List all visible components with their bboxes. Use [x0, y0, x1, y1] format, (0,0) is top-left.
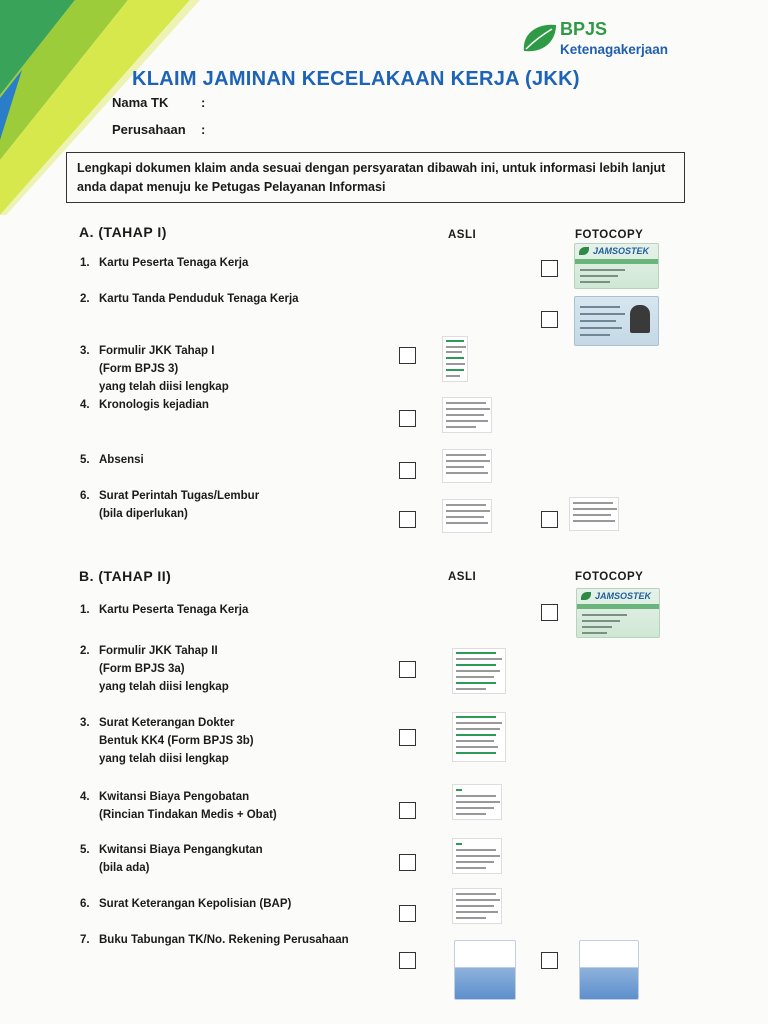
fotocopy-header-a: FOTOCOPY	[575, 229, 644, 241]
b3-asli-checkbox[interactable]	[399, 729, 416, 746]
notice-box: Lengkapi dokumen klaim anda sesuai dengan persyaratan dibawah ini, untuk informasi lebih lanjut anda dapat menuju ke Petugas Pelayanan Informasi	[66, 152, 685, 203]
section-a-title: A. (TAHAP I)	[79, 224, 167, 240]
a4-asli-checkbox[interactable]	[399, 410, 416, 427]
bpjs-logo	[520, 18, 710, 63]
buku-tabungan-asli-thumbnail	[454, 940, 516, 1000]
logo-sub: Ketenagakerjaan	[560, 42, 669, 57]
logo-brand: BPJS	[560, 19, 608, 39]
a2-fotocopy-checkbox[interactable]	[541, 311, 558, 328]
list-item: 3. Formulir JKK Tahap I (Form BPJS 3) yang telah diisi lengkap	[80, 345, 229, 393]
a6-asli-checkbox[interactable]	[399, 511, 416, 528]
asli-header-b: ASLI	[448, 571, 477, 583]
list-item: 4. Kronologis kejadian	[80, 399, 209, 411]
asli-header-a: ASLI	[448, 229, 477, 241]
b1-fotocopy-checkbox[interactable]	[541, 604, 558, 621]
b5-asli-checkbox[interactable]	[399, 854, 416, 871]
list-item: 7. Buku Tabungan TK/No. Rekening Perusahaan	[80, 934, 349, 946]
form-jkk-ii-thumbnail	[452, 648, 506, 694]
kartu-peserta-b-thumbnail: JAMSOSTEK	[576, 588, 660, 638]
ktp-thumbnail	[574, 296, 659, 346]
form-jkk-thumbnail	[442, 336, 468, 382]
absensi-thumbnail	[442, 449, 492, 483]
surat-kepolisian-thumbnail	[452, 888, 502, 924]
a5-asli-checkbox[interactable]	[399, 462, 416, 479]
perusahaan-label: Perusahaan	[112, 122, 186, 137]
a6-fotocopy-checkbox[interactable]	[541, 511, 558, 528]
a3-asli-checkbox[interactable]	[399, 347, 416, 364]
nama-tk-label: Nama TK	[112, 95, 169, 110]
fotocopy-header-b: FOTOCOPY	[575, 571, 644, 583]
kronologis-thumbnail	[442, 397, 492, 433]
surat-dokter-thumbnail	[452, 712, 506, 762]
list-item: 1. Kartu Peserta Tenaga Kerja	[80, 257, 249, 269]
section-b-title: B. (TAHAP II)	[79, 568, 172, 584]
kartu-peserta-thumbnail: JAMSOSTEK	[574, 243, 659, 289]
b7-fotocopy-checkbox[interactable]	[541, 952, 558, 969]
perusahaan-colon: :	[201, 122, 206, 137]
b4-asli-checkbox[interactable]	[399, 802, 416, 819]
b7-asli-checkbox[interactable]	[399, 952, 416, 969]
perusahaan-field[interactable]	[215, 121, 515, 139]
list-item: 2. Formulir JKK Tahap II (Form BPJS 3a) yang telah diisi lengkap	[80, 645, 229, 693]
list-item: 3. Surat Keterangan Dokter Bentuk KK4 (Form BPJS 3b) yang telah diisi lengkap	[80, 717, 254, 765]
list-item: 5. Kwitansi Biaya Pengangkutan (bila ada)	[80, 844, 263, 874]
surat-tugas-fotocopy-thumbnail	[569, 497, 619, 531]
list-item: 1. Kartu Peserta Tenaga Kerja	[80, 604, 249, 616]
nama-tk-colon: :	[201, 95, 206, 110]
page-title: KLAIM JAMINAN KECELAKAAN KERJA (JKK)	[132, 68, 580, 90]
list-item: 4. Kwitansi Biaya Pengobatan (Rincian Tindakan Medis + Obat)	[80, 791, 277, 821]
list-item: 6. Surat Perintah Tugas/Lembur (bila diperlukan)	[80, 490, 260, 520]
leaf-logo-icon	[520, 21, 560, 55]
kwitansi-pengobatan-thumbnail	[452, 784, 502, 820]
kwitansi-pengangkutan-thumbnail	[452, 838, 502, 874]
a1-fotocopy-checkbox[interactable]	[541, 260, 558, 277]
buku-tabungan-fotocopy-thumbnail	[579, 940, 639, 1000]
b2-asli-checkbox[interactable]	[399, 661, 416, 678]
list-item: 5. Absensi	[80, 454, 144, 466]
nama-tk-field[interactable]	[215, 94, 515, 112]
b6-asli-checkbox[interactable]	[399, 905, 416, 922]
surat-tugas-asli-thumbnail	[442, 499, 492, 533]
list-item: 2. Kartu Tanda Penduduk Tenaga Kerja	[80, 293, 299, 305]
list-item: 6. Surat Keterangan Kepolisian (BAP)	[80, 898, 292, 910]
